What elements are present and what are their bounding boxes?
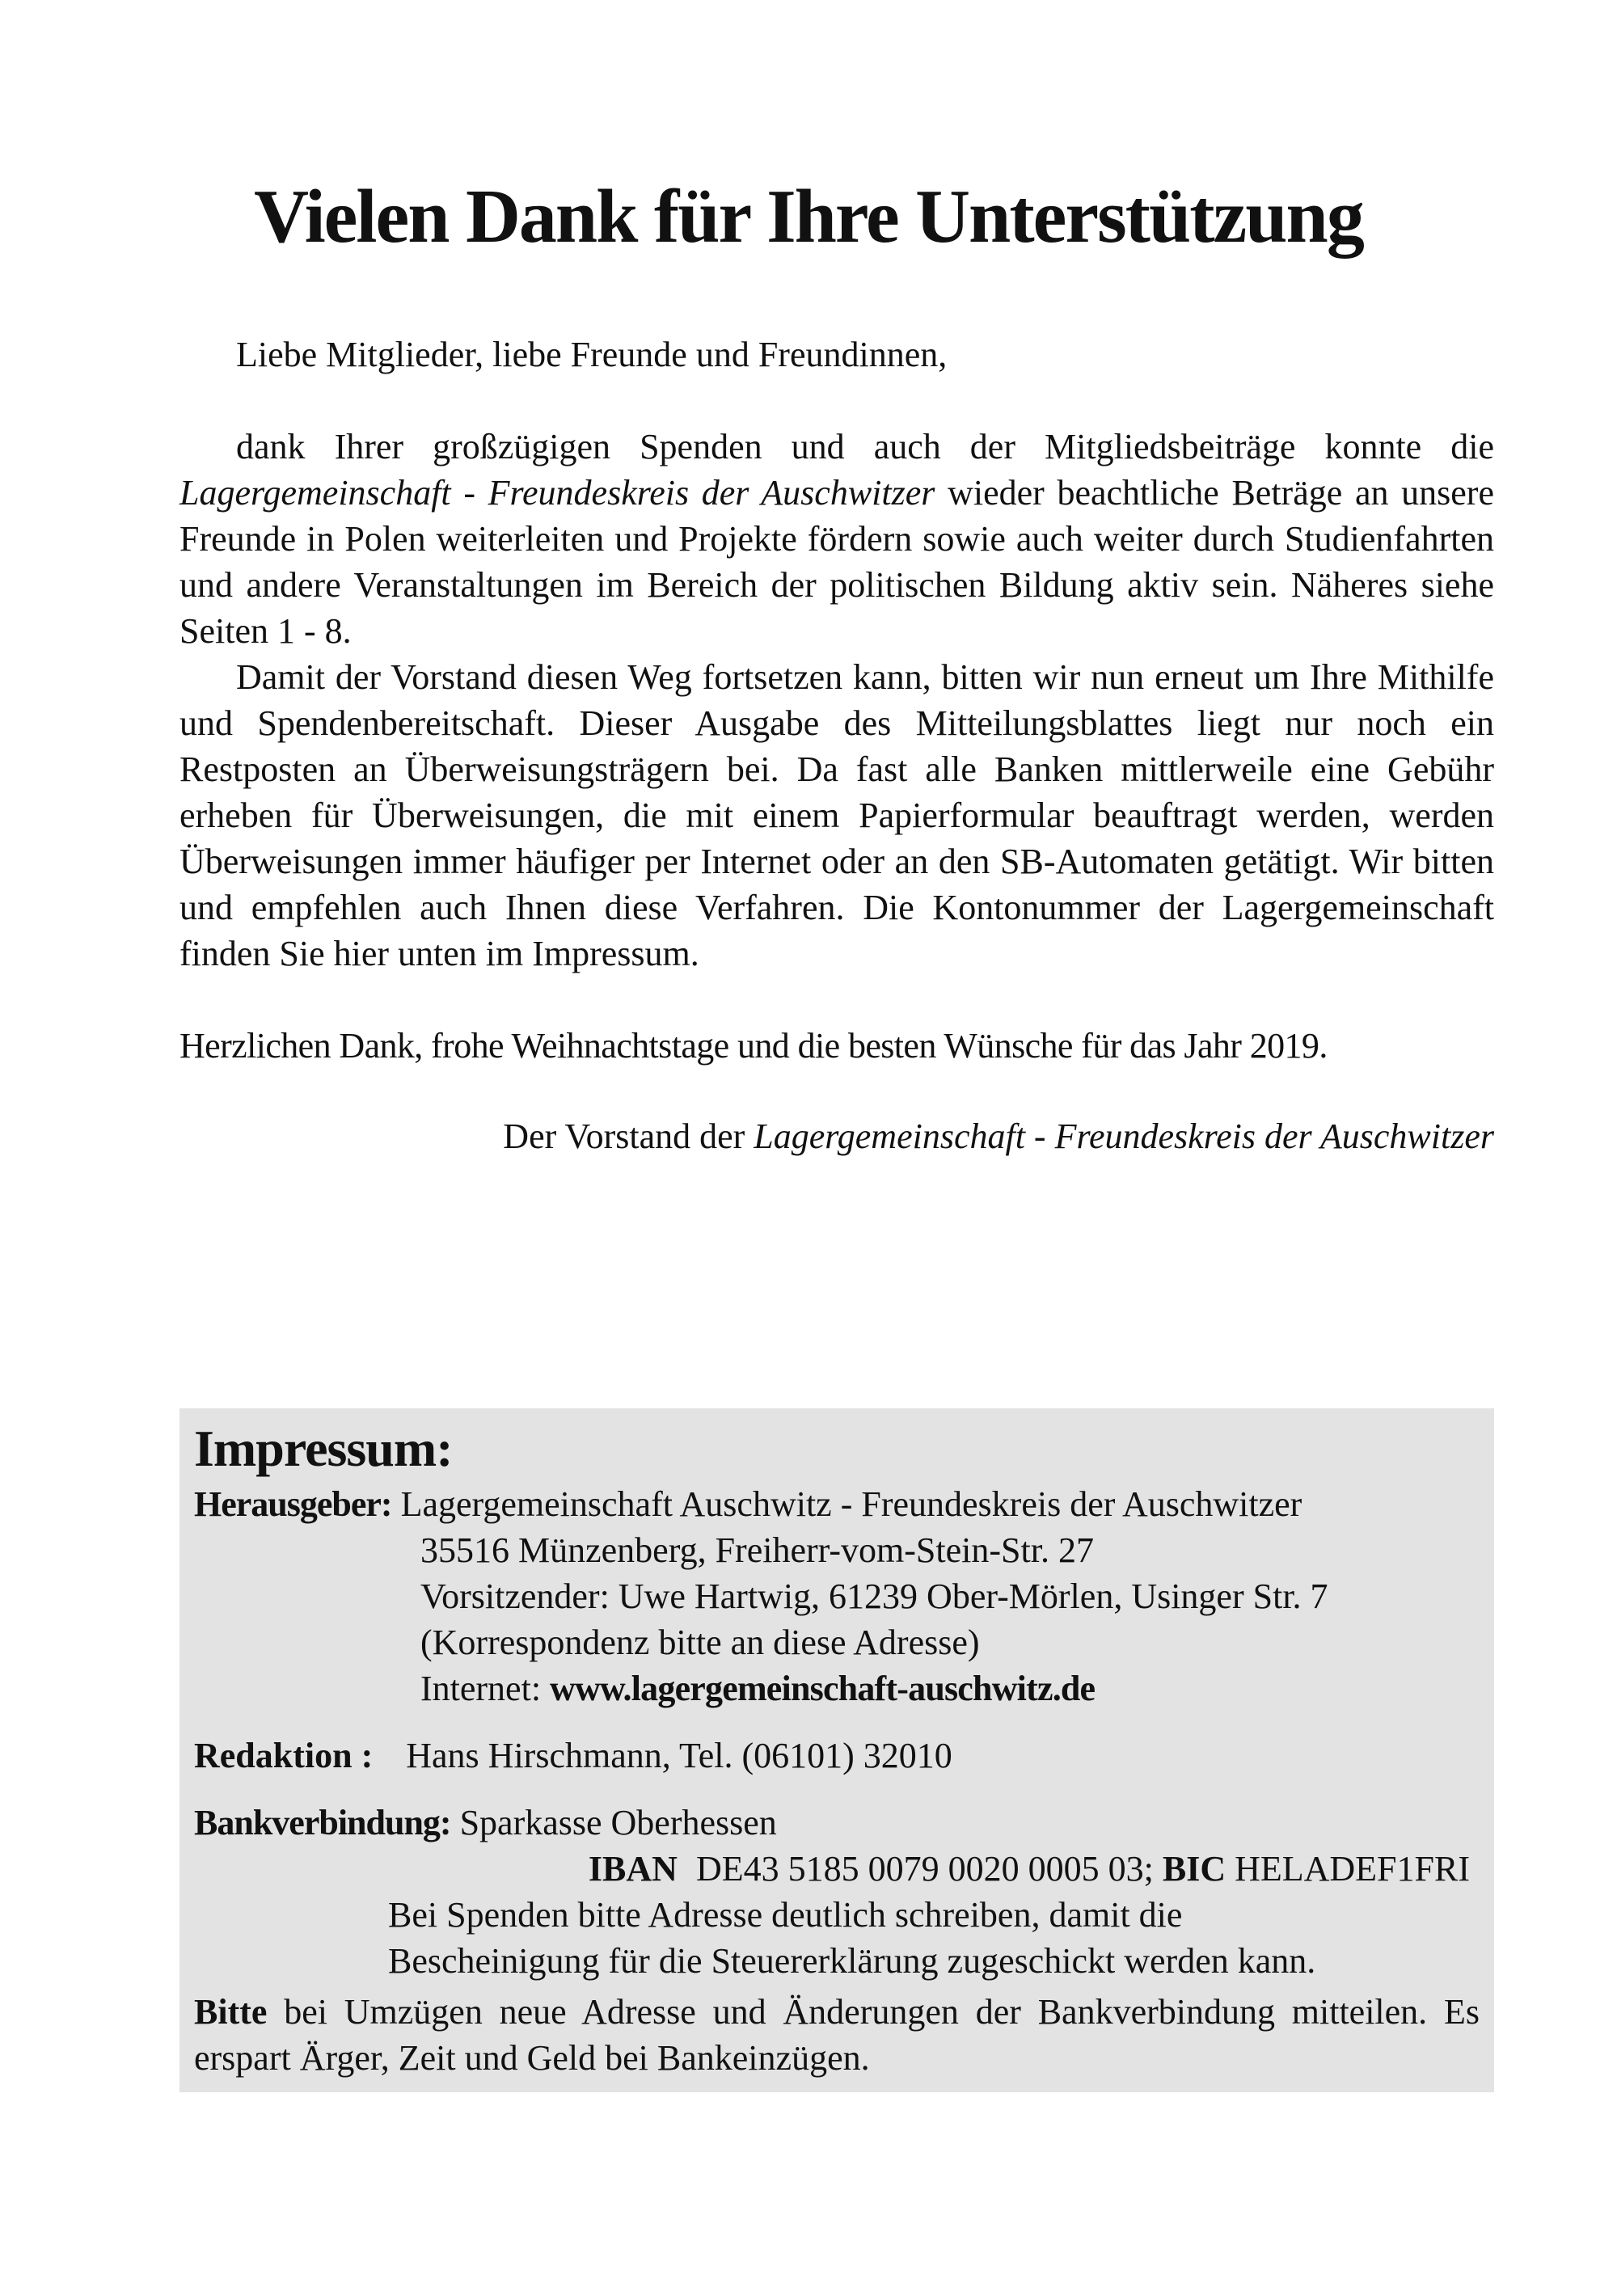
letter-salutation: Liebe Mitglieder, liebe Freunde und Freundinnen, [236,335,948,374]
letter-paragraph-2: Damit der Vorstand diesen Weg fortsetzen kann, bitten wir nun erneut um Ihre Mithilfe und Spendenbereitschaft. Dieser Ausgabe des Mitteilungsblattes liegt nur noch ein Restposten an Überweisungsträgern bei. Da fast alle Banken mittlerweile eine Gebühr erheben für Überweisungen, die mit einem Papierformular beauftragt werden, werden Überweisungen immer häufiger per Internet oder an den SB-Automaten getätigt. Wir bitten und empfehlen auch Ihnen diese Verfahren. Die Kontonummer der Lagergemeinschaft finden Sie hier unten im Impressum. [179,657,1494,973]
bitte-label: Bitte [194,1992,268,2032]
herausgeber-line-4: (Korrespondenz bitte an diese Adresse) [420,1623,980,1662]
impressum-heading: Impressum: [194,1420,453,1477]
herausgeber-line-1: Lagergemeinschaft Auschwitz - Freundeskreis der Auschwitzer [400,1484,1302,1524]
redaktion-label: Redaktion : [194,1736,374,1775]
letter-closing: Herzlichen Dank, frohe Weihnachtstage und die besten Wünsche für das Jahr 2019. [179,1026,1328,1066]
bic-label: BIC [1162,1849,1226,1889]
bank-name: Sparkasse Oberhessen [459,1803,777,1842]
letter-body [179,331,1494,1159]
herausgeber-line-2: 35516 Münzenberg, Freiherr-vom-Stein-Str. 27 [420,1530,1094,1570]
bitte-text: bei Umzügen neue Adresse und Änderungen der Bankverbindung mitteilen. Es erspart Ärger, Zeit und Geld bei Bankeinzügen. [194,1992,1480,2078]
bank-row [194,1800,1480,1846]
impressum-content [194,1416,1480,2081]
signature-start: Der Vorstand der [503,1116,754,1156]
spenden-note [194,1892,1480,1984]
bank-label: Bankverbindung: [194,1803,451,1842]
internet-label: Internet: [420,1669,551,1708]
iban-label: IBAN [588,1849,678,1889]
page-title: Vielen Dank für Ihre Unterstützung [254,175,1363,259]
paragraph-1-start: dank Ihrer großzügigen Spenden und auch der Mitgliedsbeiträge konnte die [236,427,1494,466]
redaktion-row [194,1733,1480,1779]
signature-organization-italic: Lagergemeinschaft - Freundeskreis der Auschwitzer [754,1116,1494,1156]
letter-signature [179,1113,1494,1159]
herausgeber-label: Herausgeber: [194,1484,392,1524]
iban-value: DE43 5185 0079 0020 0005 03; [695,1849,1154,1889]
herausgeber-row [194,1481,1480,1527]
organization-name-italic: Lagergemeinschaft - Freundeskreis der Auschwitzer [179,473,935,513]
herausgeber-address [194,1527,1480,1711]
internet-url[interactable]: www.lagergemeinschaft-auschwitz.de [550,1669,1096,1708]
herausgeber-line-3: Vorsitzender: Uwe Hartwig, 61239 Ober-Mörlen, Usinger Str. 7 [420,1576,1328,1616]
redaktion-value: Hans Hirschmann, Tel. (06101) 32010 [406,1736,952,1775]
spenden-line-2: Bescheinigung für die Steuererklärung zugeschickt werden kann. [388,1941,1316,1981]
spenden-line-1: Bei Spenden bitte Adresse deutlich schreiben, damit die [388,1895,1183,1935]
bic-value: HELADEF1FRI [1235,1849,1470,1889]
paragraph-1-end: wieder beachtliche Beträge an unsere Freunde in Polen weiterleiten und Projekte fördern sowie auch weiter durch Studienfahrten und andere Veranstaltungen im Bereich der politischen Bildung aktiv sein. Näheres siehe Seiten 1 - 8. [179,473,1494,651]
bitte-paragraph [194,1989,1480,2081]
letter-paragraph-1 [179,424,1494,654]
iban-bic-row [194,1846,1480,1892]
internet-row [420,1665,1480,1711]
